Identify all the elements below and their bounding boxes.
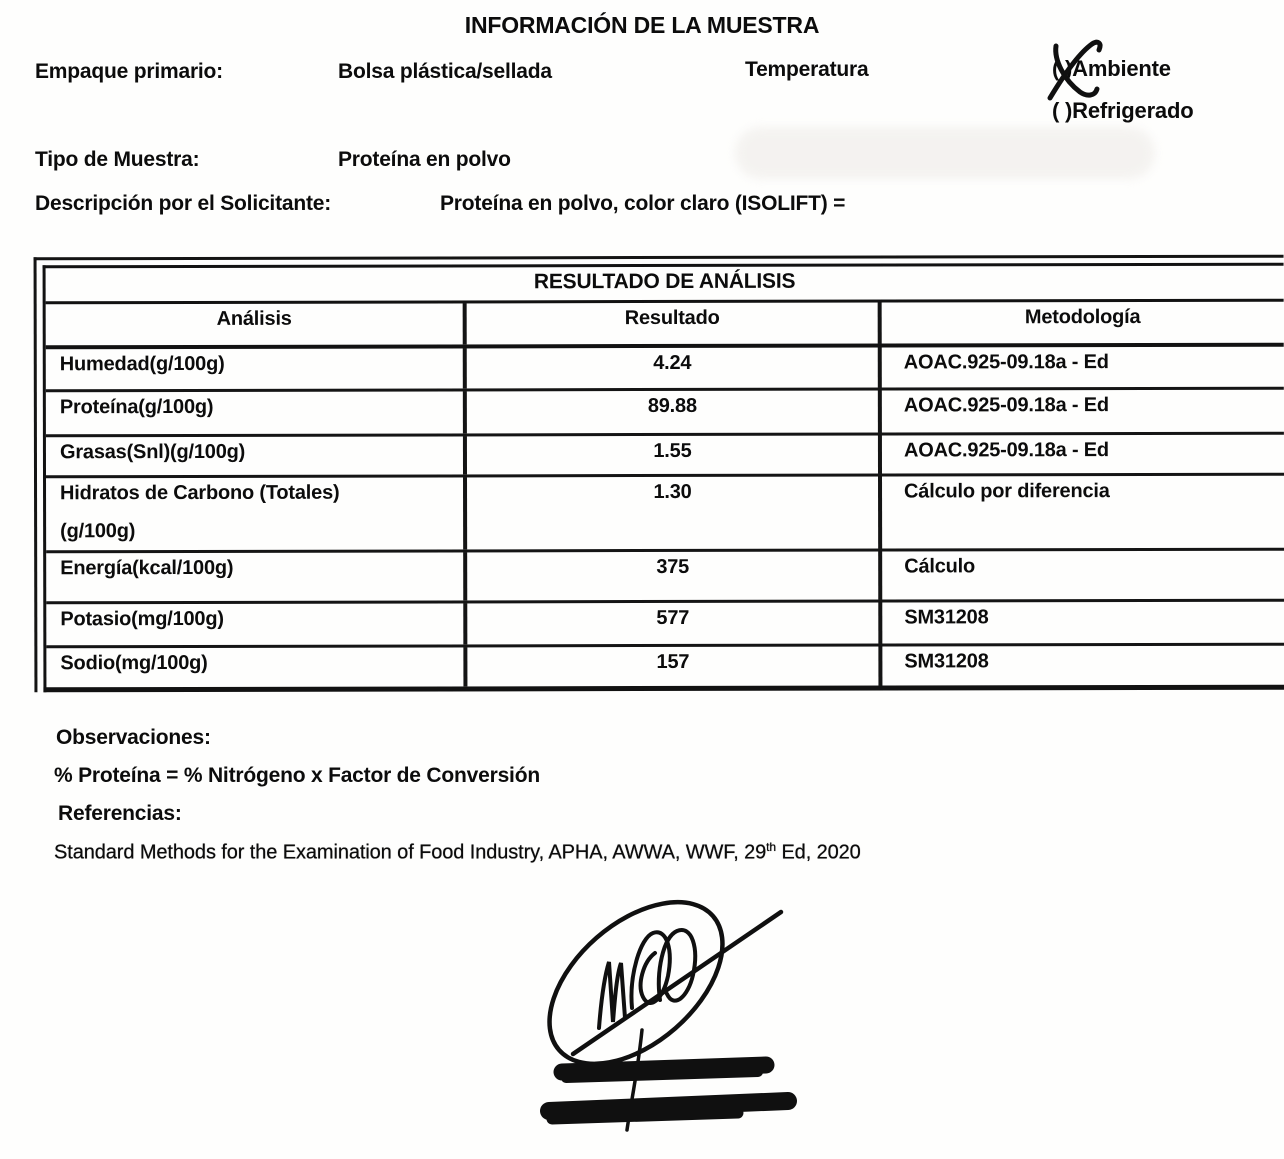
header-analisis: Análisis [46,303,467,345]
handwritten-signature [500,880,900,1159]
header-metodologia: Metodología [1024,305,1141,329]
observaciones-text: % Proteína = % Nitrógeno x Factor de Conversión [54,764,540,787]
tipo-label: Tipo de Muestra: [35,148,200,171]
resultado-cell: 1.30 [467,477,882,550]
empaque-value: Bolsa plástica/sellada [338,60,552,83]
results-table [43,263,1284,693]
option-label: Refrigerado [1072,98,1194,123]
resultado-cell: 577 [467,603,882,645]
option-label: Ambiente [1072,56,1171,81]
analisis-cell: Potasio(mg/100g) [60,607,224,631]
header-resultado: Resultado [467,303,882,345]
resultado-cell: 375 [467,552,882,601]
table-header-row [46,302,1284,350]
descripcion-label: Descripción por el Solicitante: [35,192,332,215]
referencias-label: Referencias: [58,802,182,825]
temperatura-label: Temperatura [745,58,869,81]
analisis-cell-line2: (g/100g) [60,520,136,543]
analisis-cell: Sodio(mg/100g) [60,651,208,675]
metodologia-cell: AOAC.925-09.18a - Ed [903,439,1109,462]
referencia-text-end: Ed, 2020 [775,841,861,864]
metodologia-cell: Cálculo por diferencia [904,480,1110,503]
analisis-cell: Energía(kcal/100g) [60,556,234,580]
results-table-frame [34,255,1284,693]
table-row [46,435,1284,479]
x-mark-icon [1042,38,1112,106]
resultado-cell: 1.55 [467,436,882,475]
resultado-cell: 4.24 [467,348,882,389]
table-row [46,390,1284,438]
referencia-text-start: Standard Methods for the Examination of Food Industry, APHA, AWWA, WWF, 29 [54,841,767,864]
table-row [46,551,1284,605]
referencia-sup: th [766,840,776,854]
metodologia-cell: SM31208 [904,606,989,629]
page-title: INFORMACIÓN DE LA MUESTRA [464,12,820,38]
temperatura-option-refrigerado [1052,98,1193,124]
scan-smudge [735,127,1155,179]
table-row [46,602,1284,649]
analisis-cell: Hidratos de Carbono (Totales) [60,481,340,505]
tipo-value: Proteína en polvo [338,148,511,171]
observaciones-label: Observaciones: [56,726,211,749]
table-title: RESULTADO DE ANÁLISIS [46,266,1284,305]
analisis-cell: Grasas(Snl)(g/100g) [59,440,246,464]
resultado-cell: 89.88 [467,391,882,434]
analisis-cell: Humedad(g/100g) [59,352,225,376]
referencia-text [54,840,861,865]
table-row [46,347,1284,393]
metodologia-cell: Cálculo [904,555,976,578]
checkbox-parens: ( ) [1052,98,1073,123]
metodologia-cell: AOAC.925-09.18a - Ed [903,394,1109,417]
checkbox-parens: ( ) [1052,56,1073,81]
table-row [46,476,1284,554]
empaque-label: Empaque primario: [35,60,223,83]
analisis-cell: Proteína(g/100g) [59,395,214,419]
table-row [46,646,1284,688]
metodologia-cell: AOAC.925-09.18a - Ed [903,351,1109,374]
descripcion-value: Proteína en polvo, color claro (ISOLIFT) = [440,192,846,215]
metodologia-cell: SM31208 [904,650,989,673]
resultado-cell: 157 [467,647,882,687]
